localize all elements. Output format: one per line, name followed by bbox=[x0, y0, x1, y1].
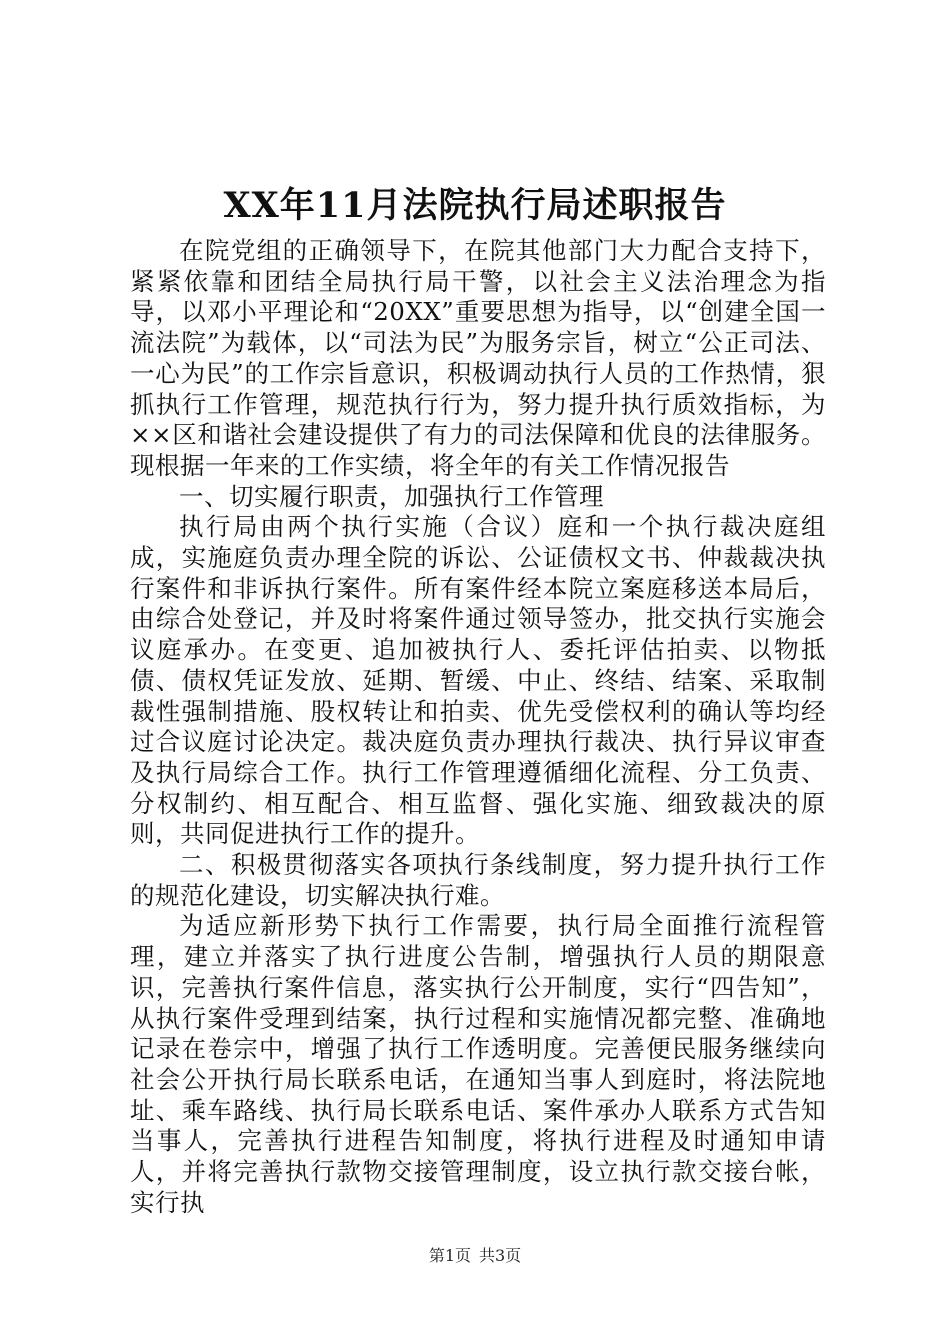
page-footer bbox=[0, 1246, 950, 1266]
paragraph-section-1: 执行局由两个执行实施（合议）庭和一个执行裁决庭组成，实施庭负责办理全院的诉讼、公证债权文书、仲裁裁决执行案件和非诉执行案件。所有案件经本院立案庭移送本局后，由综合处登记，并及时将案件通过领导签办，批交执行实施会议庭承办。在变更、追加被执行人、委托评估拍卖、以物抵债、债权凭证发放、延期、暂缓、中止、终结、结案、采取制裁性强制措施、股权转让和拍卖、优先受偿权利的确认等均经过合议庭讨论决定。裁决庭负责办理执行裁决、执行异议审查及执行局综合工作。执行工作管理遵循细化流程、分工负责、分权制约、相互配合、相互监督、强化实施、细致裁决的原则，共同促进执行工作的提升。 bbox=[130, 512, 826, 849]
section-heading-2: 二、积极贯彻落实各项执行条线制度，努力提升执行工作的规范化建设，切实解决执行难。 bbox=[130, 850, 826, 910]
page-number: 第1页 bbox=[428, 1246, 471, 1265]
document-title: XX年11月法院执行局述职报告 bbox=[223, 185, 727, 226]
document-body bbox=[130, 236, 826, 1219]
paragraph-intro: 在院党组的正确领导下，在院其他部门大力配合支持下，紧紧依靠和团结全局执行局干警，以社会主义法治理念为指导，以邓小平理论和“20XX”重要思想为指导，以“创建全国一流法院”为载体，以“司法为民”为服务宗旨，树立“公正司法、一心为民”的工作宗旨意识，积极调动执行人员的工作热情，狠抓执行工作管理，规范执行行为，努力提升执行质效指标，为××区和谐社会建设提供了有力的司法保障和优良的法律服务。现根据一年来的工作实绩，将全年的有关工作情况报告 bbox=[130, 236, 826, 480]
paragraph-section-2: 为适应新形势下执行工作需要，执行局全面推行流程管理，建立并落实了执行进度公告制，增强执行人员的期限意识，完善执行案件信息，落实执行公开制度，实行“四告知”，从执行案件受理到结案，执行过程和实施情况都完整、准确地记录在卷宗中，增强了执行工作透明度。完善便民服务继续向社会公开执行局长联系电话，在通知当事人到庭时，将法院地址、乘车路线、执行局长联系电话、案件承办人联系方式告知当事人，完善执行进程告知制度，将执行进程及时通知申请人，并将完善执行款物交接管理制度，设立执行款交接台帐，实行执 bbox=[130, 911, 826, 1217]
section-heading-1: 一、切实履行职责，加强执行工作管理 bbox=[179, 481, 604, 511]
page-total: 共3页 bbox=[479, 1246, 522, 1265]
